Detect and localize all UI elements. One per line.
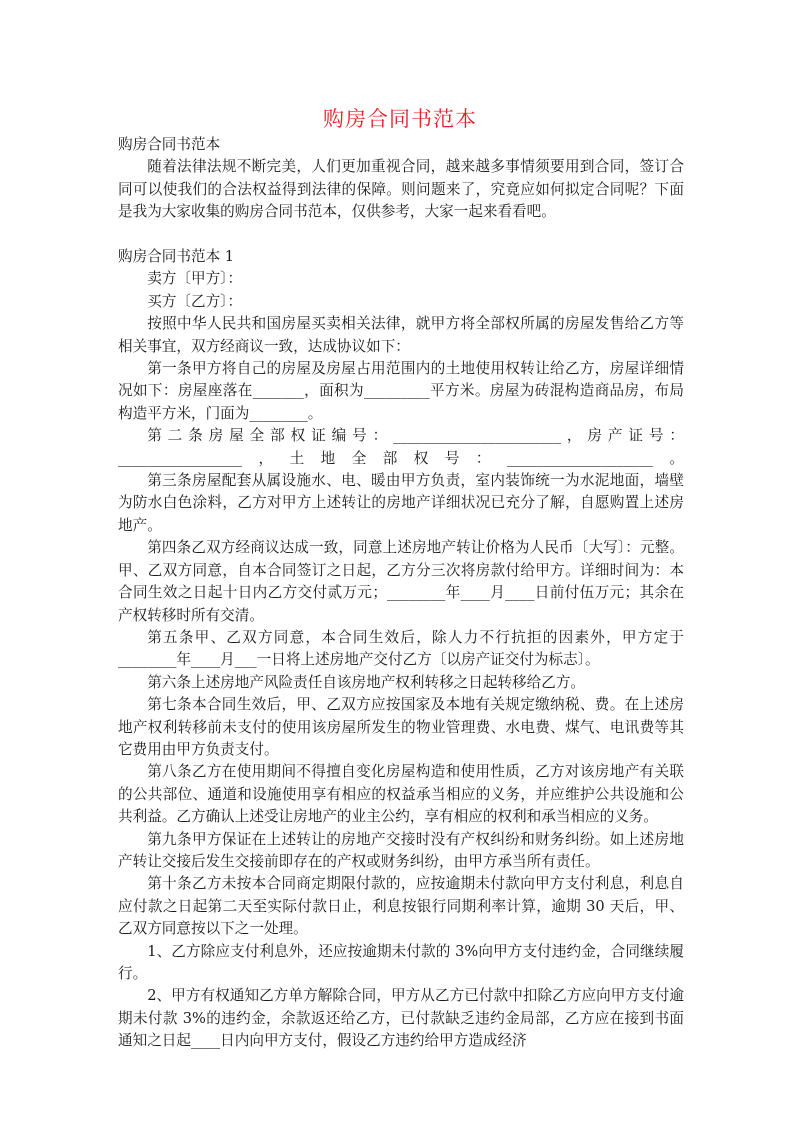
buyer-line: 买方〔乙方〕： bbox=[147, 292, 243, 310]
clause-9: 第九条甲方保证在上述转让的房地产交接时没有产权纠纷和财务纠纷。如上述房地产转让交接后发生交接前即存在的产权或财务纠纷，由甲方承当所有责任。 bbox=[118, 830, 684, 870]
clause-8: 第八条乙方在使用期间不得擅自变化房屋构造和使用性质，乙方对该房地产有关联的公共部位、通道和设施使用享有相应的权益承当相应的义务，并应维护公共设施和公共利益。乙方确认上述受让房地产的业主公约，享有相应的权利和承当相应的义务。 bbox=[118, 763, 684, 826]
clause-7: 第七条本合同生效后，甲、乙双方应按国家及本地有关规定缴纳税、费。在上述房地产权利转移前未支付的使用该房屋所发生的物业管理费、水电费、煤气、电讯费等其它费用由甲方负责支付。 bbox=[118, 696, 684, 758]
clause-4: 第四条乙双方经商议达成一致，同意上述房地产转让价格为人民币〔大写〕：元整。甲、乙双方同意，自本合同签订之日起，乙方分三次将房款付给甲方。详细时间为：本合同生效之日起十日内乙方交付贰万元；________年____月____日前付伍万元；其余在产权转移时所有交清。 bbox=[118, 539, 684, 624]
clause-6: 第六条上述房地产风险责任自该房地产权利转移之日起转移给乙方。 bbox=[147, 673, 586, 691]
clause-3: 第三条房屋配套从属设施水、电、暖由甲方负责，室内装饰统一为水泥地面，墙壁为防水白色涂料，乙方对甲方上述转让的房地产详细状况已充分了解，自愿购置上述房地产。 bbox=[118, 472, 684, 534]
clause-10: 第十条乙方未按本合同商定期限付款的，应按逾期未付款向甲方支付利息，利息自应付款之日起第二天至实际付款日止，利息按银行同期利率计算，逾期 30 天后，甲、乙双方同意按以下之一处理。 bbox=[118, 875, 684, 938]
clause-1: 第一条甲方将自己的房屋及房屋占用范围内的土地使用权转让给乙方，房屋详细情况如下：房屋座落在_______，面积为_________平方米。房屋为砖混构造商品房，布局构造平方米，门面为________。 bbox=[118, 360, 684, 422]
intro-paragraph: 随着法律法规不断完美，人们更加重视合同，越来越多事情须要用到合同，签订合同可以使我们的合法权益得到法律的保障。则问题来了，究竟应如何拟定合同呢？下面是我为大家收集的购房合同书范本，仅供参考，大家一起来看看吧。 bbox=[118, 158, 684, 221]
clause-10-option-1: 1、乙方除应支付利息外，还应按逾期未付款的 3%向甲方支付违约金，合同继续履行。 bbox=[118, 942, 684, 983]
section-heading: 购房合同书范本 1 bbox=[118, 248, 235, 266]
preamble-paragraph: 按照中华人民共和国房屋买卖相关法律，就甲方将全部权所属的房屋发售给乙方等相关事宜，双方经商议一致，达成协议如下： bbox=[118, 315, 684, 355]
clause-5: 第五条甲、乙双方同意，本合同生效后，除人力不行抗拒的因素外，甲方定于________年____月___一日将上述房地产交付乙方〔以房产证交付为标志〕。 bbox=[118, 628, 684, 669]
document-body bbox=[118, 134, 684, 1053]
clause-10-option-2: 2、甲方有权通知乙方单方解除合同，甲方从乙方已付款中扣除乙方应向甲方支付逾期未付款 3%的违约金，余款返还给乙方，已付款缺乏违约金局部，乙方应在接到书面通知之日起____日内向甲方支付，假设乙方违约给甲方造成经济 bbox=[118, 987, 684, 1050]
subtitle-paragraph: 购房合同书范本 bbox=[118, 136, 221, 153]
clause-2: 第二条房屋全部权证编号：_______________________，房产证号：_________________，土地全部权号：____________________。 bbox=[118, 427, 684, 467]
document-title: 购房合同书范本 bbox=[323, 107, 477, 131]
seller-line: 卖方〔甲方〕： bbox=[147, 270, 243, 288]
